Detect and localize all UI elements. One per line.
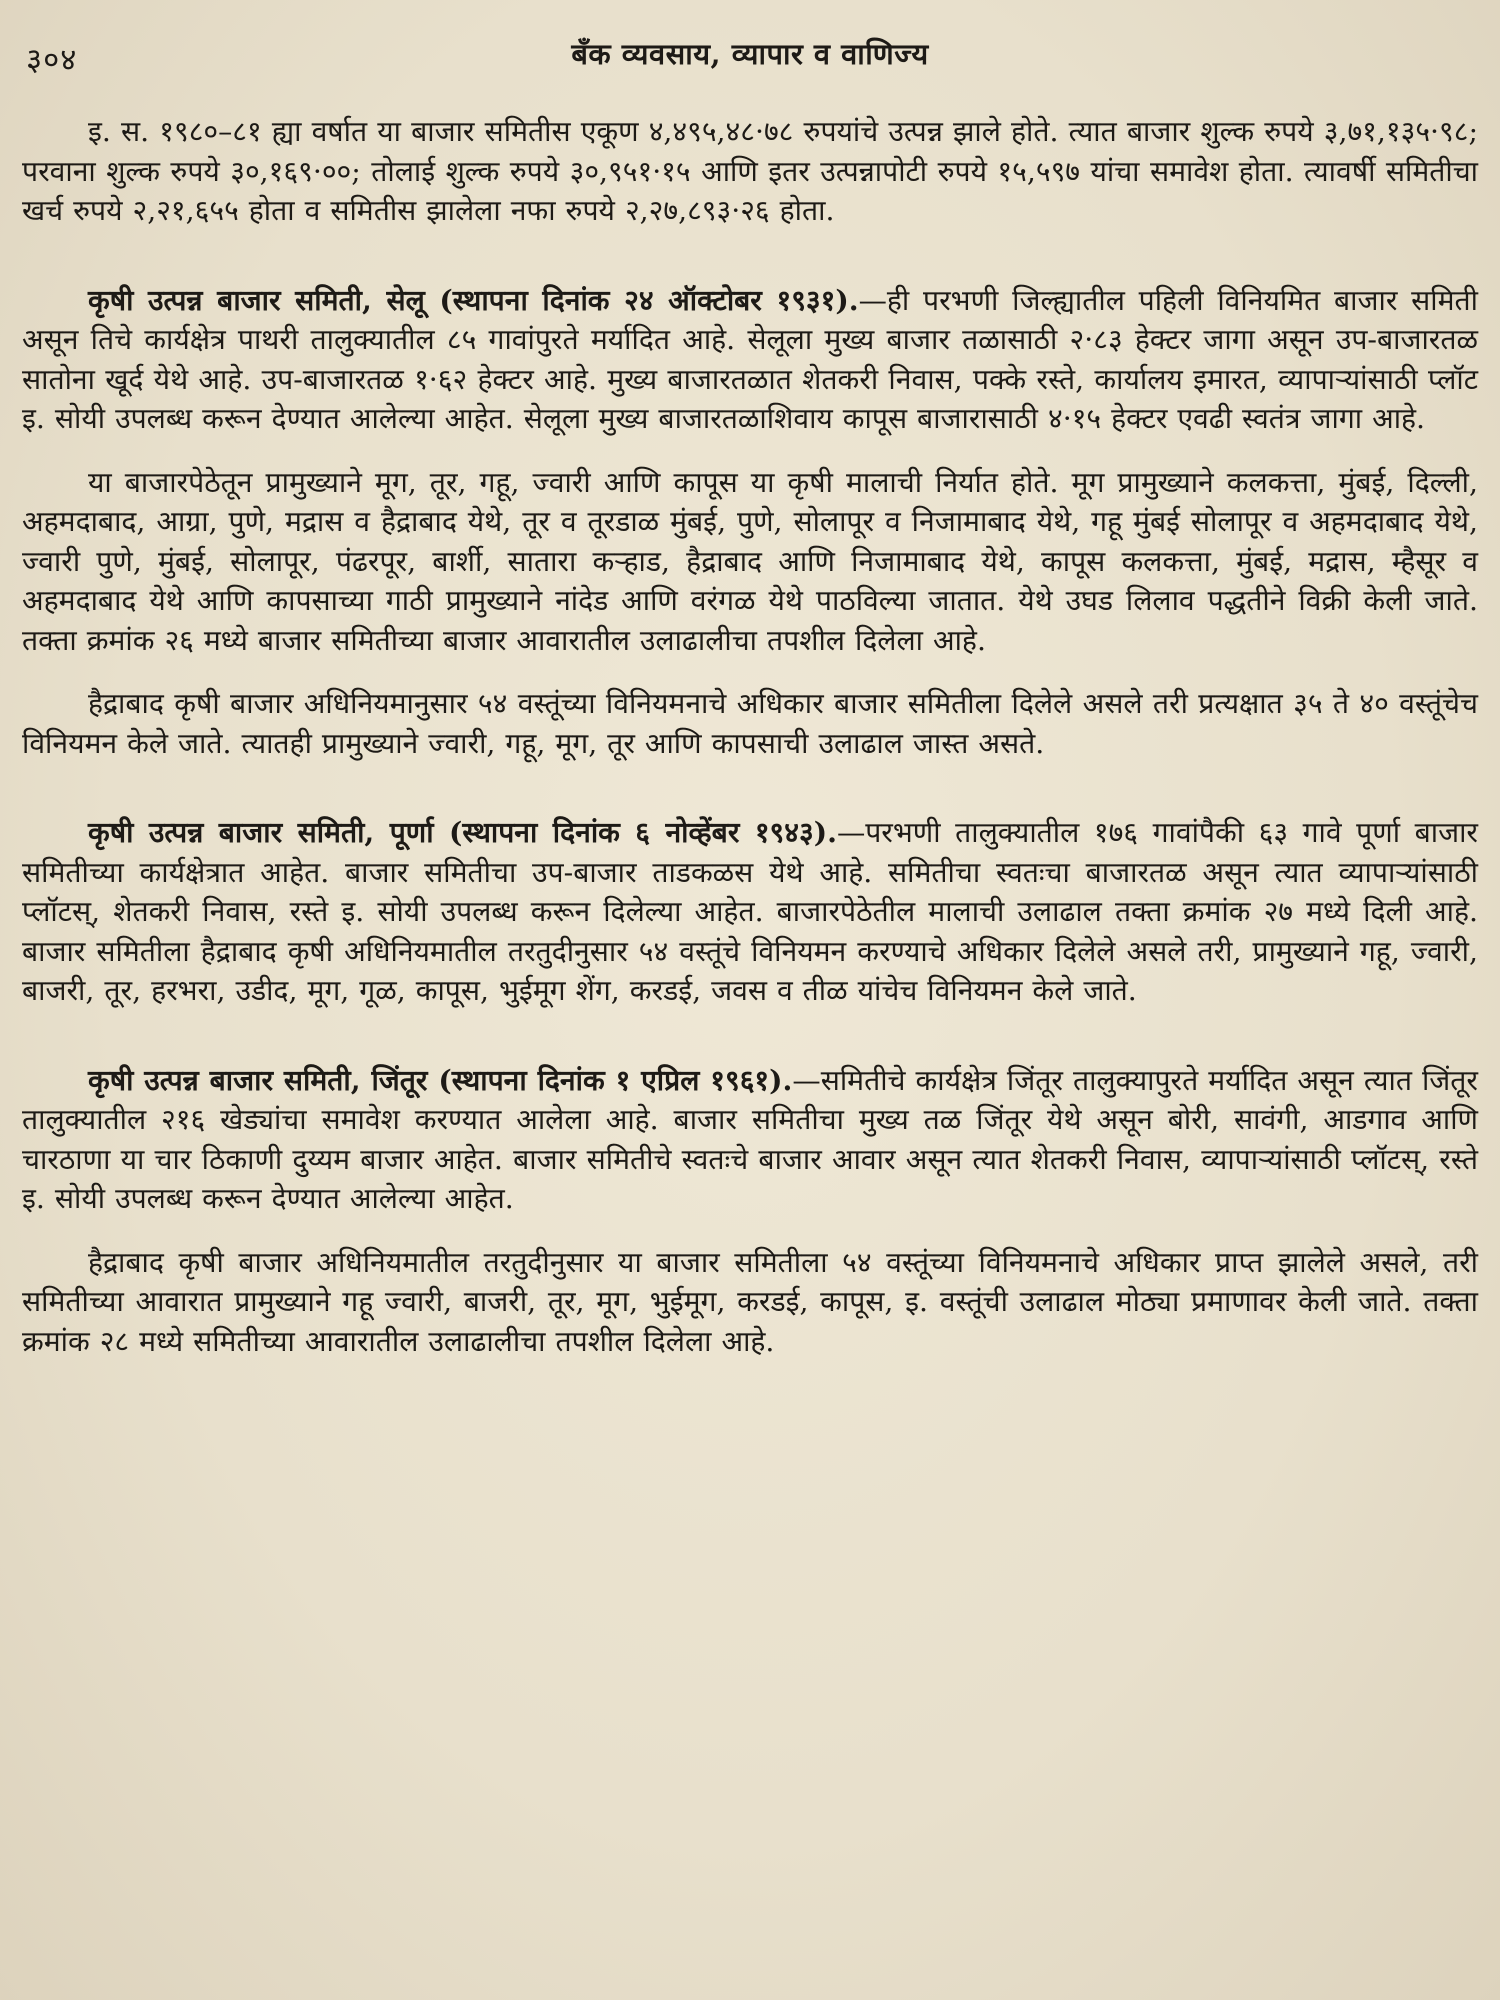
paragraph-jintur-regulation	[22, 1243, 1478, 1362]
paragraph-text: हैद्राबाद कृषी बाजार अधिनियमानुसार ५४ वस्तूंच्या विनियमनाचे अधिकार बाजार समितीला दिलेले असले तरी प्रत्यक्षात ३५ ते ४० वस्तूंचेच विनियमन केले जाते. त्यातही प्रामुख्याने ज्वारी, गहू, मूग, तूर आणि कापसाची उलाढाल जास्त असते.	[22, 687, 1478, 760]
paragraph-text: —परभणी तालुक्यातील १७६ गावांपैकी ६३ गावे पूर्णा बाजार समितीच्या कार्यक्षेत्रात आहेत. बाजार समितीचा उप-बाजार ताडकळस येथे आहे. समितीचा स्वतःचा बाजारतळ असून त्यात व्यापाऱ्यांसाठी प्लॉटस्, शेतकरी निवास, रस्ते इ. सोयी उपलब्ध करून दिलेल्या आहेत. बाजारपेठेतील मालाची उलाढाल तक्ता क्रमांक २७ मध्ये दिली आहे. बाजार समितीला हैद्राबाद कृषी अधिनियमातील तरतुदीनुसार ५४ वस्तूंचे विनियमन करण्याचे अधिकार दिलेले असले तरी, प्रामुख्याने गहू, ज्वारी, बाजरी, तूर, हरभरा, उडीद, मूग, गूळ, कापूस, भुईमूग शेंग, करडई, जवस व तीळ यांचेच विनियमन केले जाते.	[22, 816, 1478, 1007]
paragraph-income-summary	[22, 112, 1478, 231]
paragraph-selu-regulation	[22, 684, 1478, 763]
paragraph-jintur-committee	[22, 1061, 1478, 1219]
paragraph-text: या बाजारपेठेतून प्रामुख्याने मूग, तूर, गहू, ज्वारी आणि कापूस या कृषी मालाची निर्यात होते. मूग प्रामुख्याने कलकत्ता, मुंबई, दिल्ली, अहमदाबाद, आग्रा, पुणे, मद्रास व हैद्राबाद येथे, तूर व तूरडाळ मुंबई, पुणे, सोलापूर व निजामाबाद येथे, गहू मुंबई सोलापूर व अहमदाबाद येथे, ज्वारी पुणे, मुंबई, सोलापूर, पंढरपूर, बार्शी, सातारा कऱ्हाड, हैद्राबाद आणि निजामाबाद येथे, कापूस कलकत्ता, मुंबई, मद्रास, म्हैसूर व अहमदाबाद येथे आणि कापसाच्या गाठी प्रामुख्याने नांदेड आणि वरंगळ येथे पाठविल्या जातात. येथे उघड लिलाव पद्धतीने विक्री केली जाते. तक्ता क्रमांक २६ मध्ये बाजार समितीच्या बाजार आवारातील उलाढालीचा तपशील दिलेला आहे.	[22, 465, 1478, 657]
paragraph-text: इ. स. १९८०–८१ ह्या वर्षात या बाजार समितीस एकूण ४,४९५,४८·७८ रुपयांचे उत्पन्न झाले होते. त्यात बाजार शुल्क रुपये ३,७१,१३५·९८; परवाना शुल्क रुपये ३०,१६९·००; तोलाई शुल्क रुपये ३०,९५१·१५ आणि इतर उत्पन्नापोटी रुपये १५,५९७ यांचा समावेश होता. त्यावर्षी समितीचा खर्च रुपये २,२१,६५५ होता व समितीस झालेला नफा रुपये २,२७,८९३·२६ होता.	[22, 115, 1478, 227]
running-title: बँक व्यवसाय, व्यापार व वाणिज्य	[571, 37, 929, 71]
section-heading-selu: कृषी उत्पन्न बाजार समिती, सेलू (स्थापना दिनांक २४ ऑक्टोबर १९३१).	[88, 282, 859, 317]
paragraph-text: —ही परभणी जिल्ह्यातील पहिली विनियमित बाजार समिती असून तिचे कार्यक्षेत्र पाथरी तालुक्यातील ८५ गावांपुरते मर्यादित आहे. सेलूला मुख्य बाजार तळासाठी २·८३ हेक्टर जागा असून उप-बाजारतळ सातोना खूर्द येथे आहे. उप-बाजारतळ १·६२ हेक्टर आहे. मुख्य बाजारतळात शेतकरी निवास, पक्के रस्ते, कार्यालय इमारत, व्यापाऱ्यांसाठी प्लॉट इ. सोयी उपलब्ध करून देण्यात आलेल्या आहेत. सेलूला मुख्य बाजारतळाशिवाय कापूस बाजारासाठी ४·१५ हेक्टर एवढी स्वतंत्र जागा आहे.	[22, 283, 1479, 435]
paragraph-text: हैद्राबाद कृषी बाजार अधिनियमातील तरतुदीनुसार या बाजार समितीला ५४ वस्तूंच्या विनियमनाचे अधिकार प्राप्त झालेले असले, तरी समितीच्या आवारात प्रामुख्याने गहू ज्वारी, बाजरी, तूर, मूग, भुईमूग, करडई, कापूस, इ. वस्तूंची उलाढाल मोठ्या प्रमाणावर केली जाते. तक्ता क्रमांक २८ मध्ये समितीच्या आवारातील उलाढालीचा तपशील दिलेला आहे.	[22, 1245, 1478, 1358]
page-number: ३०४	[26, 42, 78, 78]
body-text	[22, 112, 1478, 1361]
paragraph-purna-committee	[22, 813, 1478, 1011]
paragraph-selu-committee	[22, 281, 1478, 439]
paragraph-text: —समितीचे कार्यक्षेत्र जिंतूर तालुक्यापुरते मर्यादित असून त्यात जिंतूर तालुक्यातील २१६ खेड्यांचा समावेश करण्यात आलेला आहे. बाजार समितीचा मुख्य तळ जिंतूर येथे असून बोरी, सावंगी, आडगाव आणि चारठाणा या चार ठिकाणी दुय्यम बाजार आहेत. बाजार समितीचे स्वतःचे बाजार आवार असून त्यात शेतकरी निवास, व्यापाऱ्यांसाठी प्लॉटस्, रस्ते इ. सोयी उपलब्ध करून देण्यात आलेल्या आहेत.	[22, 1063, 1478, 1215]
section-heading-jintur: कृषी उत्पन्न बाजार समिती, जिंतूर (स्थापना दिनांक १ एप्रिल १९६१).	[88, 1062, 793, 1097]
paragraph-selu-exports	[22, 463, 1478, 661]
section-heading-purna: कृषी उत्पन्न बाजार समिती, पूर्णा (स्थापना दिनांक ६ नोव्हेंबर १९४३).	[88, 815, 837, 849]
